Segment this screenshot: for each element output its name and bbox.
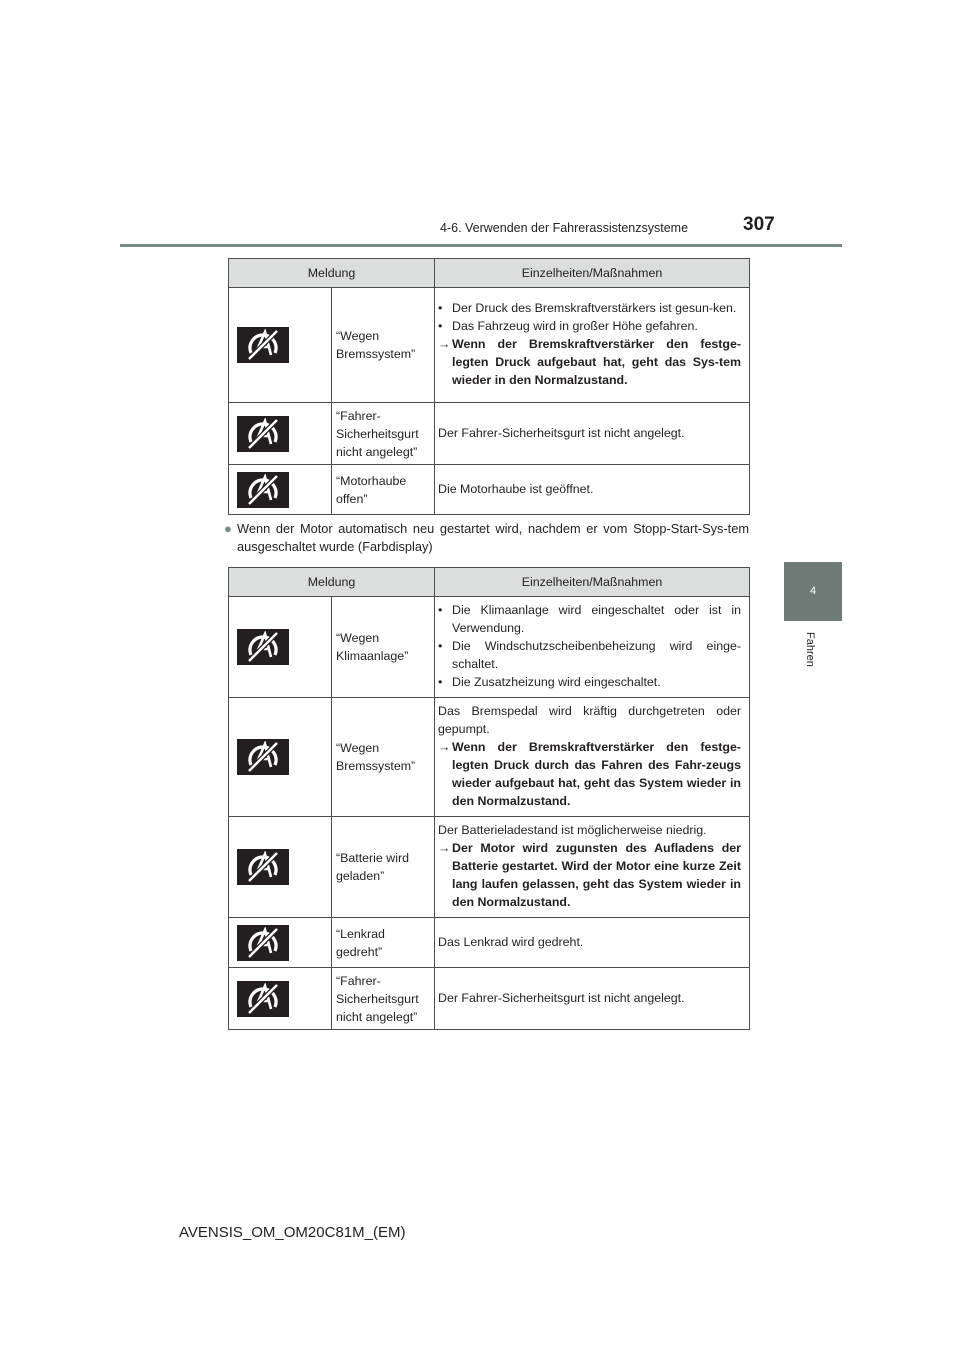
message-label: “Wegen Klimaanlage” xyxy=(332,597,435,698)
message-label: “Wegen Bremssystem” xyxy=(332,698,435,817)
list-item: • Die Klimaanlage wird eingeschaltet oder ist in Verwendung. xyxy=(438,603,741,635)
table-row xyxy=(229,403,750,465)
stop-start-off-icon xyxy=(237,925,289,961)
action-text: → Der Motor wird zugunsten des Aufladens der Batterie gestartet. Wird der Motor eine kurze Zeit lang laufen gelassen, geht das System wieder in den Normalzustand. xyxy=(438,841,741,909)
stop-start-off-icon xyxy=(237,739,289,775)
header-section-title: 4-6. Verwenden der Fahrerassistenzsysteme xyxy=(440,221,689,235)
detail-text: Die Motorhaube ist geöffnet. xyxy=(435,465,750,515)
list-item: • Die Windschutzscheibenbeheizung wird einge-schaltet. xyxy=(438,639,741,671)
stop-start-off-icon xyxy=(237,416,289,452)
detail-text: Das Bremspedal wird kräftig durchgetreten oder gepumpt. xyxy=(438,704,741,736)
column-header-details: Einzelheiten/Maßnahmen xyxy=(435,568,750,597)
stop-start-off-icon xyxy=(237,472,289,508)
detail-text: Der Fahrer-Sicherheitsgurt ist nicht angelegt. xyxy=(435,968,750,1030)
action-text: → Wenn der Bremskraftverstärker den festge-legten Druck durch das Fahren des Fahr-zeugs wieder aufgebaut hat, geht das System wieder in den Normalzustand. xyxy=(438,740,741,808)
column-header-message: Meldung xyxy=(229,568,435,597)
chapter-name: Fahren xyxy=(804,632,816,667)
stop-start-off-icon xyxy=(237,981,289,1017)
column-header-details: Einzelheiten/Maßnahmen xyxy=(435,259,750,288)
message-label: “Lenkrad gedreht” xyxy=(332,918,435,968)
detail-text: Der Batterieladestand ist möglicherweise niedrig. xyxy=(438,823,707,837)
detail-text: Der Fahrer-Sicherheitsgurt ist nicht angelegt. xyxy=(435,403,750,465)
chapter-tab: 4 xyxy=(784,562,842,621)
table-row xyxy=(229,597,750,698)
message-label: “Wegen Bremssystem” xyxy=(332,288,435,403)
table-row xyxy=(229,288,750,403)
list-item: • Das Fahrzeug wird in großer Höhe gefahren. xyxy=(438,319,698,333)
section-bullet-marker: ● xyxy=(224,521,232,536)
stop-start-off-icon xyxy=(237,629,289,665)
page-number: 307 xyxy=(743,214,775,235)
detail-text: Das Lenkrad wird gedreht. xyxy=(435,918,750,968)
header-divider xyxy=(120,244,842,247)
message-label: “Fahrer-Sicherheitsgurt nicht angelegt” xyxy=(332,968,435,1030)
table-row xyxy=(229,968,750,1030)
table-row xyxy=(229,817,750,918)
message-table-2 xyxy=(228,567,750,1030)
table-row xyxy=(229,918,750,968)
message-label: “Batterie wird geladen” xyxy=(332,817,435,918)
table-row xyxy=(229,698,750,817)
table-row xyxy=(229,465,750,515)
section-bullet-text: Wenn der Motor automatisch neu gestartet wird, nachdem er vom Stopp-Start-Sys-tem ausgeschaltet wurde (Farbdisplay) xyxy=(237,521,749,554)
stop-start-off-icon xyxy=(237,327,289,363)
document-footer-code: AVENSIS_OM_OM20C81M_(EM) xyxy=(179,1224,406,1241)
column-header-message: Meldung xyxy=(229,259,435,288)
action-text: → Wenn der Bremskraftverstärker den festge-legten Druck aufgebaut hat, geht das Sys-tem wieder in den Normalzustand. xyxy=(438,337,741,387)
message-label: “Motorhaube offen” xyxy=(332,465,435,515)
stop-start-off-icon xyxy=(237,849,289,885)
list-item: • Die Zusatzheizung wird eingeschaltet. xyxy=(438,675,661,689)
message-label: “Fahrer-Sicherheitsgurt nicht angelegt” xyxy=(332,403,435,465)
list-item: • Der Druck des Bremskraftverstärkers ist gesun-ken. xyxy=(438,301,737,315)
message-table-1 xyxy=(228,258,750,515)
section-bullet-paragraph xyxy=(224,520,749,556)
